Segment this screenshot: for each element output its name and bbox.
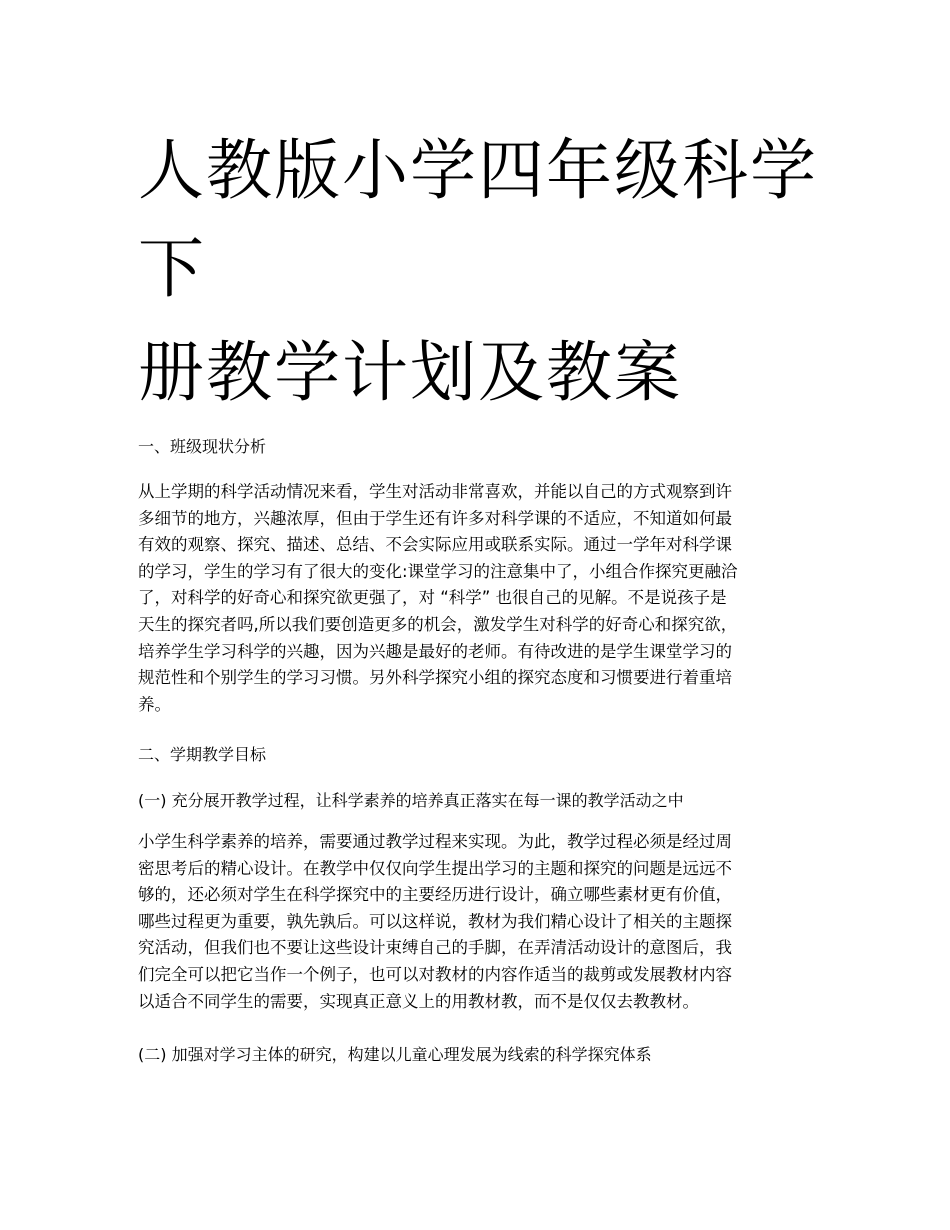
document-title-line-3: 册教学计划及教案 [138,334,682,411]
subsection-heading-2: (二) 加强对学习主体的研究，构建以儿童心理发展为线索的科学探究体系 [138,1045,652,1064]
paragraph-line: 小学生科学素养的培养，需要通过教学过程来实现。为此，教学过程必须是经过周 [138,832,732,851]
paragraph-line: 够的，还必须对学生在科学探究中的主要经历进行设计，确立哪些素材更有价值， [138,885,732,905]
paragraph-line: 从上学期的科学活动情况来看，学生对活动非常喜欢，并能以自己的方式观察到许 [138,482,732,501]
section-heading-class-analysis: 一、班级现状分析 [138,437,267,456]
paragraph-line: 养。 [138,694,171,714]
paragraph-teaching-process [138,829,808,1015]
paragraph-line: 的学习，学生的学习有了很大的变化:课堂学习的注意集中了，小组合作探究更融洽 [138,561,738,581]
paragraph-line: 密思考后的精心设计。在教学中仅仅向学生提出学习的主题和探究的问题是远远不 [138,858,732,878]
paragraph-line: 了，对科学的好奇心和探究欲更强了，对 “科学” 也很自己的见解。不是说孩子是 [138,588,727,608]
section-heading-teaching-goals: 二、学期教学目标 [138,745,267,764]
paragraph-line: 规范性和个别学生的学习习惯。另外科学探究小组的探究态度和习惯要进行着重培 [138,668,732,688]
paragraph-line: 有效的观察、探究、描述、总结、不会实际应用或联系实际。通过一学年对科学课 [138,535,732,555]
subsection-heading-1: (一) 充分展开教学过程，让科学素养的培养真正落实在每一课的教学活动之中 [138,791,684,810]
document-title-line-1: 人教版小学四年级科学 [138,132,818,209]
paragraph-class-analysis [138,479,808,718]
paragraph-line: 们完全可以把它当作一个例子，也可以对教材的内容作适当的裁剪或发展教材内容 [138,964,732,984]
paragraph-line: 究活动，但我们也不要让这些设计束缚自己的手脚，在弄清活动设计的意图后，我 [138,938,732,958]
document-title-line-2: 下 [138,230,206,307]
paragraph-line: 培养学生学习科学的兴趣，因为兴趣是最好的老师。有待改进的是学生课堂学习的 [138,641,732,661]
paragraph-line: 哪些过程更为重要，孰先孰后。可以这样说，教材为我们精心设计了相关的主题探 [138,911,732,931]
paragraph-line: 以适合不同学生的需要，实现真正意义上的用教材教，而不是仅仅去教教材。 [138,991,699,1011]
paragraph-line: 天生的探究者吗,所以我们要创造更多的机会，激发学生对科学的好奇心和探究欲， [138,614,738,634]
paragraph-line: 多细节的地方，兴趣浓厚，但由于学生还有许多对科学课的不适应，不知道如何最 [138,508,732,528]
